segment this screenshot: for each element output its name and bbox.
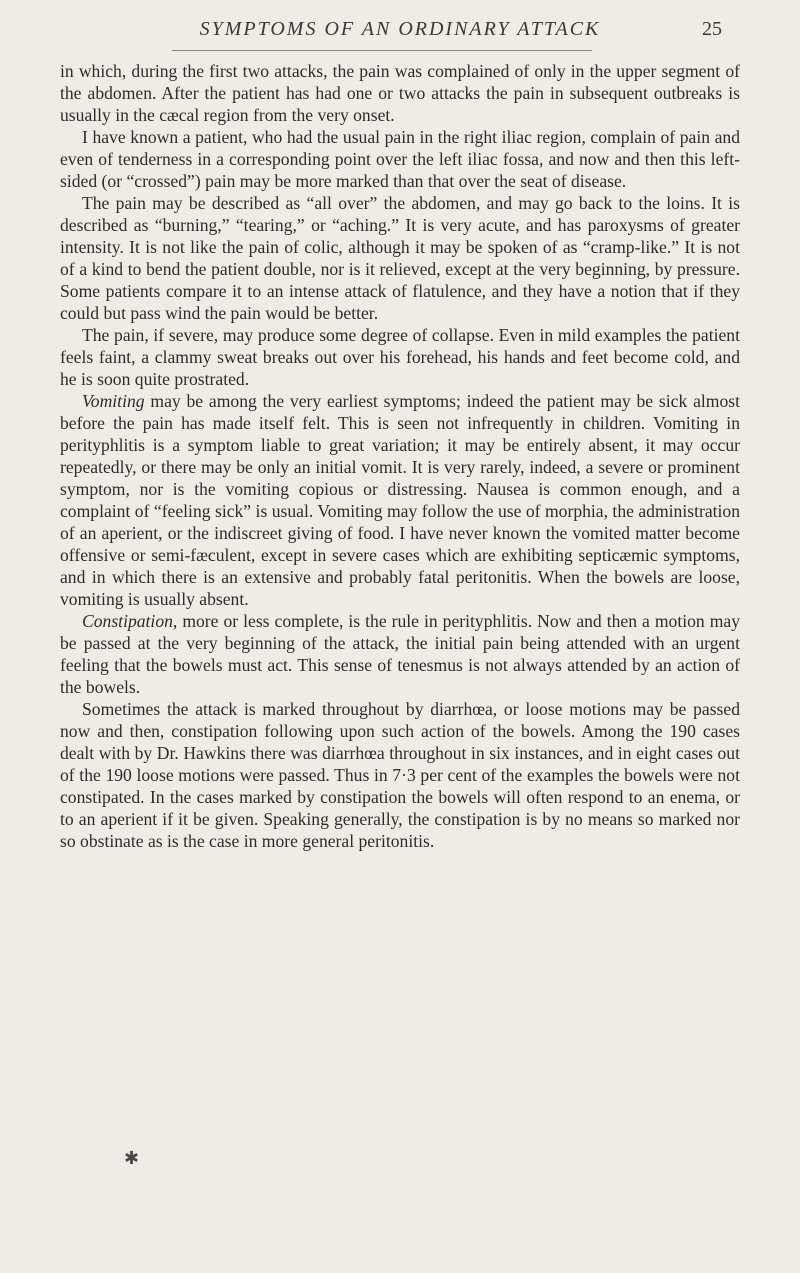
paragraph-vomiting [60,390,740,610]
paragraph-7 [60,698,740,852]
paragraph-text: may be among the very earliest symptoms; indeed the patient may be sick almost before the pain has made itself felt. This is seen not infrequently in children. Vomiting in perityphlitis is a symptom liable to great variation; it may be entirely absent, it may occur repeatedly, or there may be only an initial vomit. It is very rarely, indeed, a severe or prominent symptom, nor is the vomiting copious or distressing. Nausea is common enough, and a complaint of “feeling sick” is usual. Vomiting may follow the use of morphia, the administration of an aperient, or the indiscreet giving of food. I have never known the vomited matter become offensive or semi-fæculent, except in severe cases which are exhibiting septicæmic symptoms, and in which there is an extensive and probably fatal peritonitis. When the bowels are loose, vomiting is usually absent. [60,391,740,609]
body-text [60,60,740,852]
header-rule [172,50,592,51]
paragraph-4 [60,324,740,390]
paragraph-constipation [60,610,740,698]
paragraph-2 [60,126,740,192]
paragraph-3 [60,192,740,324]
signature-mark: ✱ [124,1148,140,1169]
section-lead-constipation: Constipation [82,611,173,631]
paragraph-text: The pain may be described as “all over” the abdomen, and may go back to the loins. It is described as “burning,” “tearing,” or “aching.” It is very acute, and has paroxysms of greater intensity. It is not like the pain of colic, although it may be spoken of as “cramp-like.” It is not of a kind to bend the patient double, nor is it relieved, except at the very beginning, by pressure. Some patients compare it to an intense attack of flatulence, and they have a notion that if they could but pass wind the pain would be better. [60,193,740,323]
paragraph-text: Sometimes the attack is marked throughout by diarrhœa, or loose motions may be passed now and then, constipation following upon such action of the bowels. Among the 190 cases dealt with by Dr. Hawkins there was diarrhœa throughout in six instances, and in eight cases out of the 190 loose motions were passed. Thus in 7·3 per cent of the examples the bowels were not constipated. In the cases marked by constipation the bowels will often respond to an enema, or to an aperient if it be given. Speaking generally, the constipation is by no means so marked nor so obstinate as is the case in more general peritonitis. [60,699,740,851]
paragraph-text: I have known a patient, who had the usual pain in the right iliac region, complain of pain and even of tenderness in a corresponding point over the left iliac fossa, and now and then this left-sided (or “crossed”) pain may be more marked than that over the seat of disease. [60,127,740,191]
page-number: 25 [702,18,722,40]
section-lead-vomiting: Vomiting [82,391,145,411]
paragraph-text: , more or less complete, is the rule in perityphlitis. Now and then a motion may be passed at the very beginning of the attack, the initial pain being attended with an urgent feeling that the bowels must act. This sense of tenesmus is not always attended by an action of the bowels. [60,611,740,697]
paragraph-text: The pain, if severe, may produce some degree of collapse. Even in mild examples the patient feels faint, a clammy sweat breaks out over his forehead, his hands and feet become cold, and he is soon quite prostrated. [60,325,740,389]
running-title: SYMPTOMS OF AN ORDINARY ATTACK [199,18,601,40]
paragraph-text: in which, during the first two attacks, the pain was complained of only in the upper segment of the abdomen. After the patient has had one or two attacks the pain in subsequent outbreaks is usually in the cæcal region from the very onset. [60,61,740,125]
paragraph-1 [60,60,740,126]
